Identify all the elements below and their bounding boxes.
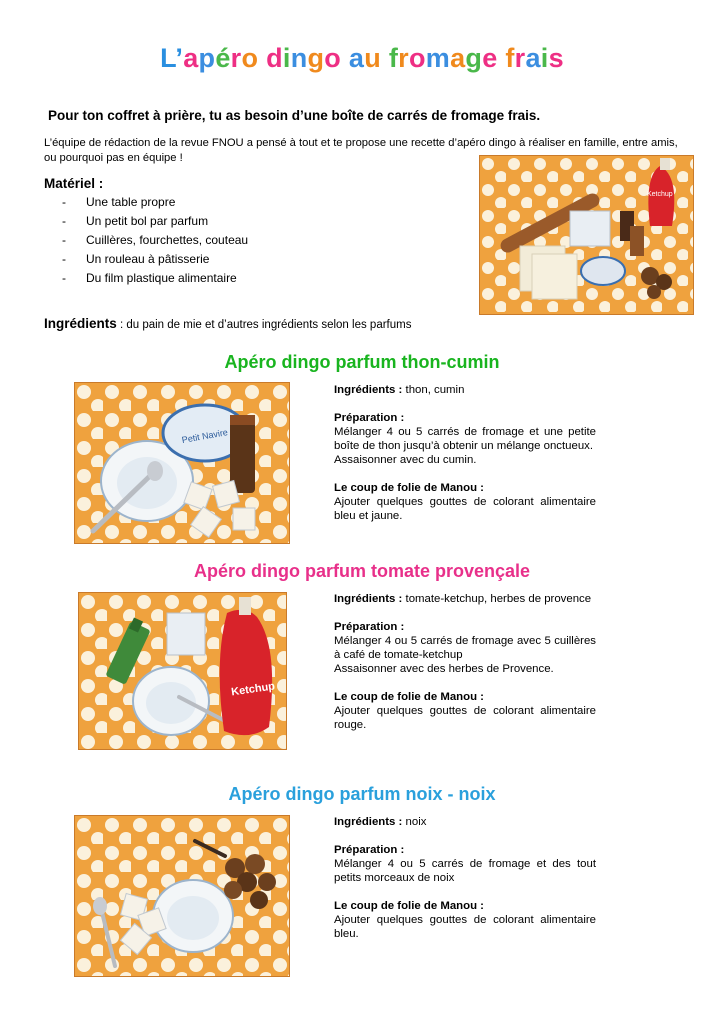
title-letter: e [482, 43, 498, 73]
recipe-heading-tomate-provencale: Apéro dingo parfum tomate provençale [193, 561, 531, 581]
title-letter: s [548, 43, 564, 73]
list-dash: - [62, 214, 66, 228]
list-dash: - [62, 252, 66, 266]
title-letter: f [388, 43, 399, 73]
list-dash: - [62, 233, 66, 247]
recipe-ingredients: thon, cumin [405, 384, 465, 396]
recipe-heading-noix: Apéro dingo parfum noix - noix [228, 784, 496, 804]
recipe-folie: Ajouter quelques gouttes de colorant alimentaire bleu et jaune. [334, 496, 596, 522]
list-dash: - [62, 195, 66, 209]
materiel-list [62, 193, 248, 288]
list-item-text: Un petit bol par parfum [86, 214, 209, 228]
list-item [62, 269, 248, 288]
list-item [62, 250, 248, 269]
recipe-ingredients: noix [405, 816, 427, 828]
ingredients-label: Ingrédients [44, 316, 117, 331]
recipe-folie: Ajouter quelques gouttes de colorant alimentaire rouge. [334, 705, 596, 731]
thon-cumin-photo [74, 382, 290, 544]
title-letter: r [398, 43, 409, 73]
title-letter: m [425, 43, 451, 73]
title-letter: L [160, 43, 176, 73]
list-item [62, 231, 248, 250]
materiel-heading: Matériel : [44, 176, 104, 191]
tomate-provencale-photo [78, 592, 287, 750]
recipe-thon-cumin [334, 383, 596, 537]
title-letter: a [183, 43, 199, 73]
title-letter: o [324, 43, 342, 73]
list-item-text: Une table propre [86, 195, 176, 209]
intro-paragraph-text: L’équipe de rédaction de la revue FNOU a pensé à tout et te propose une recette d’apéro dingo à réaliser en famille, entre amis, ou pourquoi pas en équipe ! [44, 137, 678, 164]
ingredients-label: Ingrédients : [334, 816, 403, 828]
title-letter [381, 43, 389, 73]
list-item-text: Un rouleau à pâtisserie [86, 252, 210, 266]
title-letter: r [514, 43, 526, 73]
recipe-preparation-extra: Assaisonner avec du cumin. [334, 454, 477, 466]
title-letter: r [230, 43, 242, 73]
title-letter: d [266, 43, 283, 73]
tuna-label: Petit Navire [181, 427, 229, 446]
preparation-label: Préparation : [334, 412, 405, 424]
title-letter: n [290, 43, 308, 73]
title-letter: é [215, 43, 231, 73]
recipe-ingredients: tomate-ketchup, herbes de provence [405, 593, 592, 605]
ingredients-line [44, 316, 411, 331]
title-letter [341, 43, 349, 73]
title-letter: ’ [175, 43, 184, 73]
recipe-preparation-extra: Assaisonner avec des herbes de Provence. [334, 663, 554, 675]
title-letter: a [525, 43, 541, 73]
list-item-text: Du film plastique alimentaire [86, 271, 237, 285]
ingredients-photo [479, 155, 694, 315]
title-letter: i [282, 43, 291, 73]
title-letter: g [307, 43, 325, 73]
list-item [62, 212, 248, 231]
ketchup-label: Ketchup [647, 191, 673, 198]
title-letter: u [364, 43, 382, 73]
title-letter: o [241, 43, 259, 73]
list-item-text: Cuillères, fourchettes, couteau [86, 233, 249, 247]
folie-label: Le coup de folie de Manou : [334, 691, 484, 703]
title-letter: a [450, 43, 466, 73]
preparation-label: Préparation : [334, 844, 405, 856]
recipe-preparation: Mélanger 4 ou 5 carrés de fromage et une petite boîte de thon jusqu’à obtenir un mélange onctueux. [334, 426, 596, 452]
title-letter: a [348, 43, 365, 73]
recipe-heading-thon-cumin: Apéro dingo parfum thon-cumin [224, 352, 500, 372]
recipe-folie: Ajouter quelques gouttes de colorant alimentaire bleu. [334, 914, 596, 940]
recipe-preparation: Mélanger 4 ou 5 carrés de fromage et des tout petits morceaux de noix [334, 858, 596, 884]
intro-text: Pour ton coffret à prière, tu as besoin d’une boîte de carrés de fromage frais. [48, 108, 541, 123]
title-letter: p [198, 43, 216, 73]
folie-label: Le coup de folie de Manou : [334, 482, 484, 494]
recipe-noix [334, 815, 596, 955]
noix-photo [74, 815, 290, 977]
ingredients-label: Ingrédients : [334, 384, 403, 396]
ketchup-label: Ketchup [230, 680, 276, 699]
folie-label: Le coup de folie de Manou : [334, 900, 484, 912]
ingredients-label: Ingrédients : [334, 593, 403, 605]
title-letter: o [408, 43, 426, 73]
title-letter: f [505, 43, 515, 73]
page-title [0, 43, 724, 74]
title-letter [258, 43, 266, 73]
title-letter: i [540, 43, 549, 73]
preparation-label: Préparation : [334, 621, 405, 633]
recipe-tomate-provencale [334, 592, 596, 746]
title-letter: g [465, 43, 483, 73]
list-dash: - [62, 271, 66, 285]
recipe-preparation: Mélanger 4 ou 5 carrés de fromage avec 5 cuillères à café de tomate-ketchup [334, 635, 596, 661]
list-item [62, 193, 248, 212]
ingredients-text: : du pain de mie et d’autres ingrédients selon les parfums [116, 319, 412, 331]
